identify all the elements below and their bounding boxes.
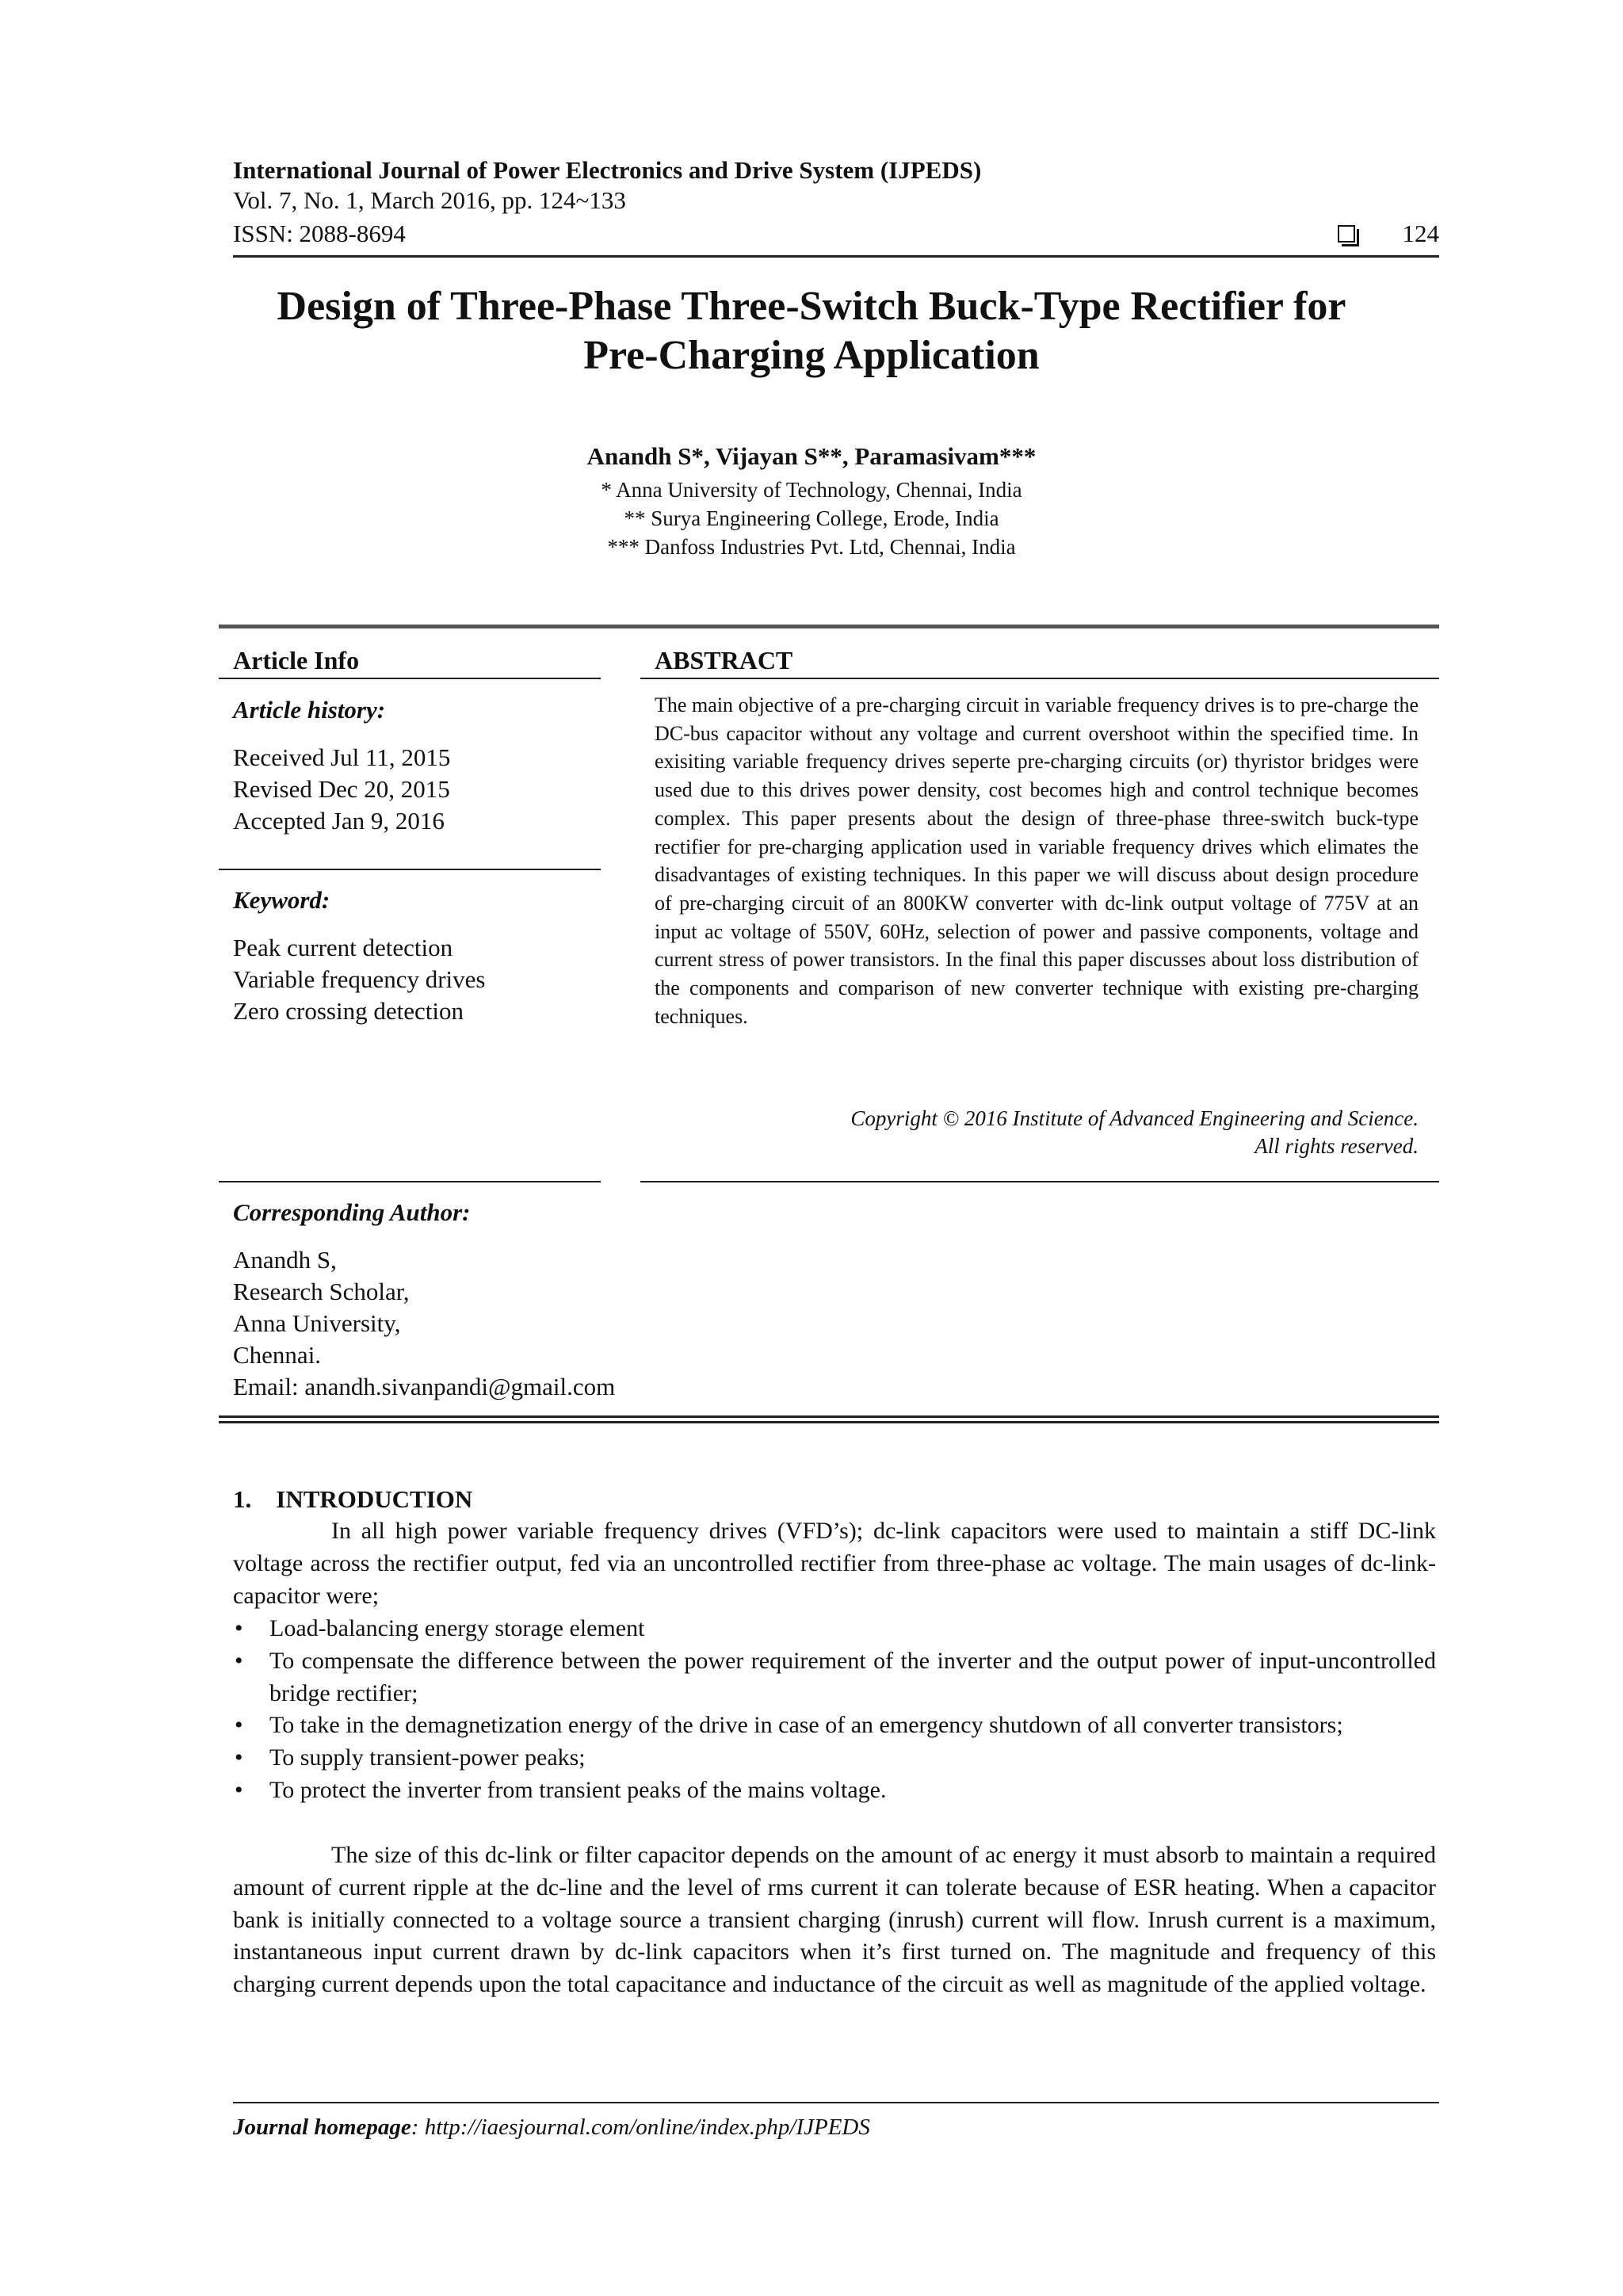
journal-name: International Journal of Power Electronics and Drive System (IJPEDS) [233,156,982,184]
received-date: Received Jul 11, 2015 [233,743,451,771]
copyright-line-1: Copyright © 2016 Institute of Advanced Engineering and Science. [850,1106,1419,1130]
double-rule-top [219,1415,1439,1418]
page-number-block [1338,219,1440,249]
introduction-para-2 [233,1839,1436,2001]
corresponding-heading: Corresponding Author: [233,1198,471,1226]
list-item: • Load-balancing energy storage element [233,1613,1436,1645]
author-city: Chennai. [233,1341,322,1369]
list-item: • To compensate the difference between the power requirement of the inverter and the output power of input-uncontrolled bridge rectifier; [233,1645,1436,1710]
journal-issn: ISSN: 2088-8694 [233,220,406,247]
journal-volume: Vol. 7, No. 1, March 2016, pp. 124~133 [233,186,626,214]
author-list: Anandh S*, Vijayan S**, Paramasivam*** [586,442,1037,470]
author-name: Anandh S, [233,1246,337,1274]
paper-title [158,282,1465,380]
article-info-rule [219,678,601,679]
author-email: Email: anandh.sivanpandi@gmail.com [233,1373,616,1400]
abstract-text: The main objective of a pre-charging circuit in variable frequency drives is to pre-charge the DC-bus capacitor without any voltage and current overshoot within the specified time. In exisiting variable frequency drives seperte pre-charging circuits (or) thyristor bridges were used due to this drives power density, cost becomes high and control technique becomes complex. This paper presents about the design of three-phase three-switch buck-type rectifier for pre-charging application used in variable frequency drives which elimates the disadvantages of existing techniques. In this paper we will discuss about design procedure of pre-charging circuit of an 800KW converter with dc-link output voltage of 775V at an input ac voltage of 550V, 60Hz, selection of power and passive components, voltage and current stress of power transistors. In the final this paper discusses about loss distribution of the components and comparison of new converter technique with existing pre-charging techniques. [655,693,1419,1028]
author-university: Anna University, [233,1309,401,1337]
header-rule [233,255,1439,258]
accepted-date: Accepted Jan 9, 2016 [233,807,445,835]
article-history-heading: Article history: [233,696,386,724]
footer-rule [233,2102,1439,2103]
keyword-heading: Keyword: [233,886,330,914]
history-rule [219,869,601,870]
keyword-list [233,932,485,1027]
introduction-para-1 [233,1515,1436,1612]
capacitor-usage-list [233,1613,1436,1807]
abstract-bottom-rule [640,1181,1439,1182]
page-number: 124 [1402,220,1439,247]
double-rule-bottom [219,1421,1439,1423]
info-top-rule [219,625,1439,628]
list-item: • To supply transient-power peaks; [233,1742,1436,1775]
abstract-heading: ABSTRACT [655,646,793,674]
keyword-item: Variable frequency drives [233,965,486,993]
affiliation-1: * Anna University of Technology, Chennai, India [601,478,1022,502]
title-line-2: Pre-Charging Application [583,333,1040,378]
revised-date: Revised Dec 20, 2015 [233,775,450,803]
journal-homepage [233,2115,870,2141]
abstract-rule [640,678,1439,679]
keyword-item: Peak current detection [233,934,453,961]
introduction-heading: 1. INTRODUCTION [233,1485,473,1513]
affiliation-2: ** Surya Engineering College, Erode, India [624,506,999,530]
list-item: • To take in the demagnetization energy of the drive in case of an emergency shutdown of all converter transistors; [233,1710,1436,1742]
copyright-line-2: All rights reserved. [1254,1134,1419,1158]
article-info-heading: Article Info [233,646,360,674]
intro-paragraph: The size of this dc-link or filter capacitor depends on the amount of ac energy it must absorb to maintain a required amount of current ripple at the dc-line and the level of rms current it can tolerate because of ESR heating. When a capacitor bank is initially connected to a voltage source a transient charging (inrush) current will flow. Inrush current is a maximum, instantaneous input current drawn by dc-link capacitors when it’s first turned on. The magnitude and frequency of this charging current depends upon the total capacitance and inductance of the circuit as well as magnitude of the applied voltage. [233,1842,1436,1998]
keyword-item: Zero crossing detection [233,997,464,1025]
square-bullet-icon [1338,225,1355,243]
copyright-notice [655,1105,1419,1160]
author-position: Research Scholar, [233,1278,410,1305]
info-bottom-rule [219,1181,601,1182]
list-item: • To protect the inverter from transient peaks of the mains voltage. [233,1775,1436,1807]
corresponding-details [233,1244,615,1403]
homepage-url[interactable]: : http://iaesjournal.com/online/index.php/IJPEDS [411,2115,870,2140]
affiliation-3: *** Danfoss Industries Pvt. Ltd, Chennai, India [607,535,1016,559]
article-history-list [233,742,450,837]
homepage-label: Journal homepage [233,2115,411,2140]
intro-paragraph: In all high power variable frequency drives (VFD’s); dc-link capacitors were used to maintain a stiff DC-link voltage across the rectifier output, fed via an uncontrolled rectifier from three-phase ac voltage. The main usages of dc-link-capacitor were; [233,1518,1436,1609]
title-line-1: Design of Three-Phase Three-Switch Buck-Type Rectifier for [277,284,1346,329]
